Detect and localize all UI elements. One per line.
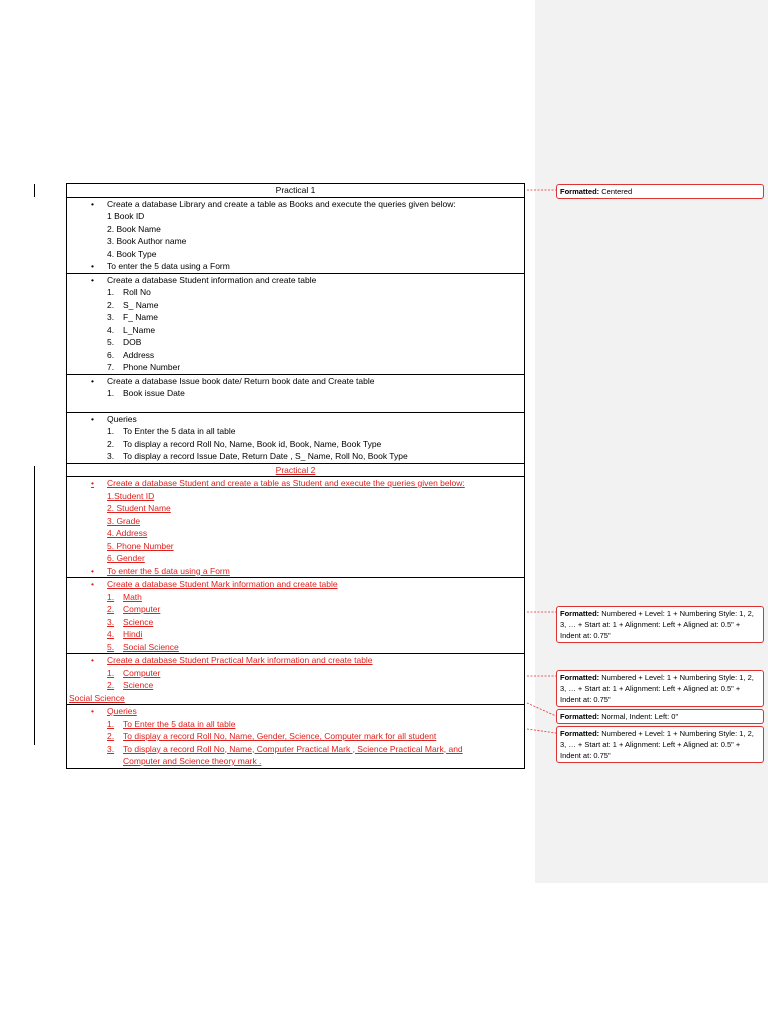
balloon-label: Formatted: bbox=[560, 712, 600, 721]
list-item bbox=[71, 502, 524, 515]
list-item bbox=[71, 641, 524, 654]
list-item-text: Create a database Student and create a table as Student and execute the queries given below: bbox=[107, 478, 465, 488]
comment-balloon-3[interactable] bbox=[556, 670, 764, 707]
list-item-text: L_Name bbox=[123, 324, 156, 335]
list-number: 2. bbox=[107, 604, 115, 614]
bullet-icon: • bbox=[91, 261, 94, 271]
list-item-text: Create a database Student information and create table bbox=[107, 274, 317, 285]
list-item bbox=[71, 730, 524, 743]
list-number: 5. bbox=[107, 337, 115, 347]
list-number: 1. bbox=[107, 287, 115, 297]
list-item bbox=[71, 375, 524, 388]
list-number: 2. bbox=[107, 731, 115, 741]
list-item: 3. Book Author name bbox=[107, 236, 187, 246]
balloon-text: Normal, Indent: Left: 0" bbox=[599, 712, 679, 721]
balloon-text: Numbered + Level: 1 + Numbering Style: 1, 2, 3, … + Start at: 1 + Alignment: Left + Aligned at: 0.5" + Indent at: 0.75" bbox=[560, 673, 754, 704]
list-item bbox=[71, 336, 524, 349]
list-number: 1. bbox=[107, 667, 115, 678]
list-number: 7. bbox=[107, 362, 115, 372]
comment-balloon-1[interactable] bbox=[556, 184, 764, 199]
list-item-text: DOB bbox=[123, 337, 142, 347]
balloon-label: Formatted: bbox=[560, 609, 600, 618]
list-item-text: 5. Phone Number bbox=[107, 540, 174, 551]
list-item: 1 Book ID bbox=[107, 211, 145, 221]
list-item-text: Computer and Science theory mark . bbox=[123, 756, 262, 766]
comment-balloon-4[interactable] bbox=[556, 709, 764, 724]
table-row bbox=[67, 705, 525, 769]
practical1-title-text: Practical 1 bbox=[275, 185, 316, 195]
balloon-label: Formatted: bbox=[560, 729, 600, 738]
list-number: 1. bbox=[107, 388, 115, 398]
list-number: 2. bbox=[107, 299, 115, 310]
list-item bbox=[71, 198, 524, 211]
comment-balloon-2[interactable] bbox=[556, 606, 764, 643]
list-item bbox=[71, 477, 524, 490]
list-item bbox=[71, 274, 524, 287]
bullet-icon: • bbox=[91, 413, 94, 424]
practical1-title[interactable] bbox=[67, 184, 525, 198]
list-number: 1. bbox=[107, 426, 115, 436]
list-item bbox=[71, 413, 524, 426]
list-item-text: Science bbox=[123, 616, 154, 627]
list-item-text: Book issue Date bbox=[123, 388, 185, 398]
list-item bbox=[71, 705, 524, 718]
list-item-text: To Enter the 5 data in all table bbox=[123, 718, 236, 729]
list-item-text: Hindi bbox=[123, 629, 143, 639]
table-row bbox=[67, 374, 525, 412]
list-item-text: To Enter the 5 data in all table bbox=[123, 426, 236, 436]
list-item-text: Create a database Library and create a table as Books and execute the queries given below: bbox=[107, 198, 456, 209]
list-item bbox=[71, 679, 524, 692]
bullet-icon: • bbox=[91, 375, 94, 386]
list-number: 3. bbox=[107, 451, 115, 461]
list-item bbox=[71, 387, 524, 400]
list-item-text: Queries bbox=[107, 413, 137, 424]
list-item bbox=[71, 578, 524, 591]
text-cursor bbox=[34, 184, 35, 197]
balloon-text: Numbered + Level: 1 + Numbering Style: 1, 2, 3, … + Start at: 1 + Alignment: Left + Aligned at: 0.5" + Indent at: 0.75" bbox=[560, 729, 754, 760]
table-cell[interactable] bbox=[67, 197, 525, 273]
practicals-table bbox=[66, 183, 525, 769]
list-item-text: To display a record Roll No, Name, Computer Practical Mark , Science Practical Mark, and bbox=[123, 743, 463, 754]
list-item-text: Phone Number bbox=[123, 362, 181, 372]
change-bar bbox=[34, 466, 35, 745]
list-item-text: Social Science bbox=[69, 692, 125, 703]
list-number: 3. bbox=[107, 616, 115, 627]
list-item-text: To display a record Roll No, Name, Gender, Science, Computer mark for all student bbox=[123, 731, 437, 741]
list-item-text: Social Science bbox=[123, 641, 179, 652]
table-row bbox=[67, 477, 525, 578]
list-item bbox=[71, 299, 524, 312]
list-item bbox=[71, 603, 524, 616]
table-row bbox=[67, 197, 525, 273]
list-item-text: To display a record Roll No, Name, Book id, Book, Name, Book Type bbox=[123, 438, 382, 449]
list-item-text: 2. Student Name bbox=[107, 503, 171, 513]
list-item bbox=[71, 260, 524, 273]
list-item bbox=[71, 527, 524, 540]
list-item bbox=[71, 654, 524, 667]
table-row bbox=[67, 412, 525, 463]
list-item bbox=[71, 591, 524, 604]
list-item-text: To enter the 5 data using a Form bbox=[107, 565, 230, 576]
table-row bbox=[67, 654, 525, 705]
list-item bbox=[71, 450, 524, 463]
bullet-icon: • bbox=[91, 565, 94, 576]
bullet-icon: • bbox=[91, 655, 94, 665]
list-item-text: Create a database Student Practical Mark information and create table bbox=[107, 655, 373, 665]
list-item-text: 3. Grade bbox=[107, 515, 141, 526]
list-item bbox=[71, 743, 524, 756]
comment-balloon-5[interactable] bbox=[556, 726, 764, 763]
list-item bbox=[71, 286, 524, 299]
empty-paragraph bbox=[71, 400, 524, 412]
list-item bbox=[71, 490, 524, 503]
list-item-text: Science bbox=[123, 680, 154, 690]
table-cell[interactable] bbox=[67, 412, 525, 463]
list-number: 2. bbox=[107, 680, 115, 690]
list-number: 6. bbox=[107, 349, 115, 360]
bullet-icon: • bbox=[91, 274, 94, 285]
list-item bbox=[71, 628, 524, 641]
list-item bbox=[71, 552, 524, 565]
table-row bbox=[67, 184, 525, 198]
balloon-text: Numbered + Level: 1 + Numbering Style: 1, 2, 3, … + Start at: 1 + Alignment: Left + Aligned at: 0.5" + Indent at: 0.75" bbox=[560, 609, 754, 640]
table-row bbox=[67, 273, 525, 374]
balloon-label: Formatted: bbox=[560, 673, 600, 682]
list-item-text: Roll No bbox=[123, 287, 151, 297]
list-item-text: Computer bbox=[123, 667, 161, 678]
list-item bbox=[71, 324, 524, 337]
list-number: 4. bbox=[107, 629, 115, 639]
list-item-text: 4. Address bbox=[107, 528, 148, 538]
list-item bbox=[71, 438, 524, 451]
list-item-text: To display a record Issue Date, Return Date , S_ Name, Roll No, Book Type bbox=[123, 451, 408, 461]
bullet-icon: • bbox=[91, 478, 94, 488]
list-item bbox=[71, 540, 524, 553]
list-item-text: Computer bbox=[123, 604, 161, 614]
list-number: 5. bbox=[107, 641, 115, 652]
table-cell[interactable] bbox=[67, 477, 525, 578]
bullet-icon: • bbox=[91, 579, 94, 589]
list-item: 4. Book Type bbox=[107, 248, 157, 259]
list-number: 4. bbox=[107, 324, 115, 335]
list-item-text: Create a database Student Mark information and create table bbox=[107, 579, 338, 589]
list-item bbox=[71, 425, 524, 438]
list-item-text: S_ Name bbox=[123, 299, 159, 310]
table-cell[interactable] bbox=[67, 374, 525, 412]
list-item-text: F_ Name bbox=[123, 312, 158, 322]
list-item bbox=[71, 311, 524, 324]
list-item bbox=[71, 616, 524, 629]
table-cell[interactable] bbox=[67, 705, 525, 769]
list-item-text: Address bbox=[123, 349, 155, 360]
list-item-text: Create a database Issue book date/ Return book date and Create table bbox=[107, 375, 375, 386]
list-item-text: Queries bbox=[107, 706, 137, 716]
practical2-title-text: Practical 2 bbox=[275, 464, 316, 475]
list-item-text: 6. Gender bbox=[107, 553, 145, 563]
list-item bbox=[67, 692, 524, 705]
table-cell[interactable] bbox=[67, 578, 525, 654]
list-number: 1. bbox=[107, 591, 115, 602]
list-item: 2. Book Name bbox=[107, 223, 161, 234]
balloon-label: Formatted: bbox=[560, 187, 600, 196]
list-item bbox=[71, 515, 524, 528]
list-item bbox=[71, 755, 524, 768]
list-item bbox=[71, 667, 524, 680]
table-row bbox=[67, 463, 525, 477]
table-cell[interactable] bbox=[67, 654, 525, 705]
table-row bbox=[67, 578, 525, 654]
list-number: 1. bbox=[107, 718, 115, 729]
list-number: 3. bbox=[107, 312, 115, 322]
list-item-text: To enter the 5 data using a Form bbox=[107, 261, 230, 271]
balloon-text: Centered bbox=[599, 187, 633, 196]
list-item bbox=[71, 349, 524, 362]
bullet-icon: • bbox=[91, 706, 94, 716]
list-number: 2. bbox=[107, 438, 115, 449]
list-item bbox=[71, 361, 524, 374]
list-item bbox=[71, 565, 524, 578]
practical2-title[interactable] bbox=[67, 463, 525, 477]
list-item bbox=[71, 718, 524, 731]
list-item-text: Math bbox=[123, 591, 142, 602]
list-number: 3. bbox=[107, 743, 115, 754]
table-cell[interactable] bbox=[67, 273, 525, 374]
list-item-text: 1.Student ID bbox=[107, 490, 155, 501]
bullet-icon: • bbox=[91, 198, 94, 209]
